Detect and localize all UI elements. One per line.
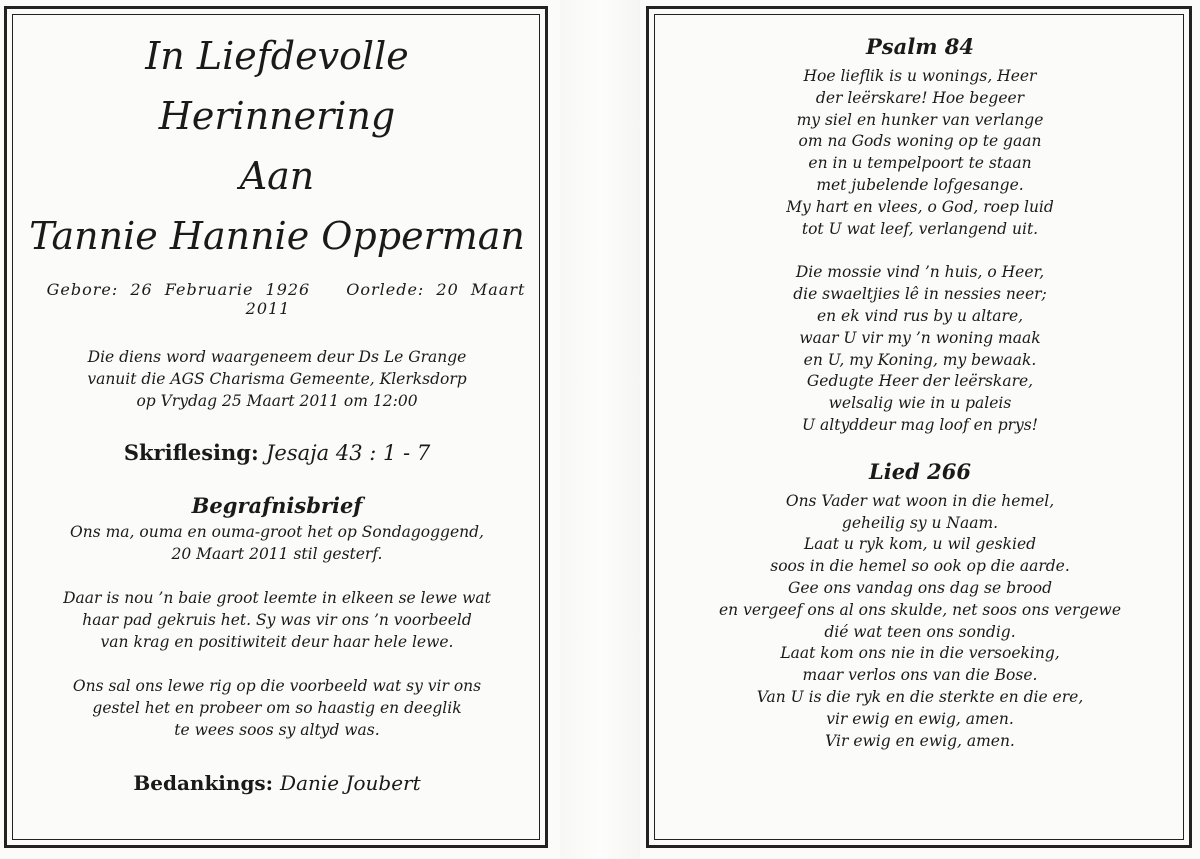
lied-line: geheilig sy u Naam. [841, 513, 999, 532]
died-date: Oorlede: 20 Maart 2011 [245, 280, 526, 318]
psalm-line: my siel en hunker van verlange [796, 110, 1044, 129]
letter-line: Daar is nou ’n baie groot leemte in elkeen se lewe wat [63, 589, 491, 607]
psalm-line: en in u tempelpoort te staan [808, 154, 1032, 173]
lied-line: Laat kom ons nie in die versoeking, [780, 644, 1060, 663]
psalm-line: en ek vind rus by u altare, [816, 306, 1024, 325]
lied-title: Lied 266 [869, 458, 971, 484]
left-page [0, 0, 560, 859]
psalm-stanza-1 [660, 66, 1180, 240]
letter-line: te wees soos sy altyd was. [174, 721, 380, 739]
born-date: Gebore: 26 Februarie 1926 [46, 280, 311, 299]
psalm-title: Psalm 84 [866, 34, 974, 59]
service-line: Die diens word waargeneem deur Ds Le Grange [87, 348, 467, 366]
letter-line: Ons sal ons lewe rig op die voorbeeld wat sy vir ons [72, 677, 482, 695]
psalm-line: U altyddeur mag loof en prys! [802, 415, 1038, 434]
reading-label: Skriflesing: [123, 440, 259, 465]
psalm-line: Gedugte Heer der leërskare, [806, 372, 1034, 391]
title-line-name: Tannie Hannie Opperman [29, 214, 525, 258]
dates-line [24, 280, 530, 318]
service-line: op Vrydag 25 Maart 2011 om 12:00 [136, 392, 418, 410]
right-page [640, 0, 1200, 859]
psalm-line: waar U vir my ’n woning maak [799, 328, 1041, 347]
lied-line: Van U is die ryk en die sterkte en die ere, [756, 687, 1084, 706]
title-line-2: Aan [239, 154, 315, 198]
thanks-line [24, 771, 530, 795]
lied-text [660, 491, 1180, 753]
psalm-stanza-2 [660, 262, 1180, 436]
lied-line: soos in die hemel so ook op die aarde. [770, 557, 1070, 576]
letter-line: Ons ma, ouma en ouma-groot het op Sondagoggend, [70, 523, 484, 541]
thanks-value: Danie Joubert [280, 771, 421, 795]
psalm-line: met jubelende lofgesange. [816, 175, 1024, 194]
right-content [660, 26, 1180, 752]
reading-value: Jesaja 43 : 1 - 7 [266, 441, 431, 465]
reading-line [24, 440, 530, 465]
letter-paragraph-2 [24, 587, 530, 653]
page-gutter [560, 0, 640, 859]
psalm-line: Die mossie vind ’n huis, o Heer, [795, 263, 1045, 282]
service-line: vanuit die AGS Charisma Gemeente, Klerksdorp [87, 370, 467, 388]
letter-paragraph-3 [24, 675, 530, 741]
lied-line: Vir ewig en ewig, amen. [825, 731, 1015, 750]
lied-line: en vergeef ons al ons skulde, net soos ons vergewe [719, 600, 1121, 619]
title-line-1: In Liefdevolle Herinnering [145, 34, 409, 138]
psalm-line: om na Gods woning op te gaan [798, 132, 1042, 151]
service-details [24, 346, 530, 412]
psalm-line: Hoe lieflik is u wonings, Heer [803, 67, 1037, 85]
psalm-line: tot U wat leef, verlangend uit. [801, 219, 1039, 238]
lied-line: vir ewig en ewig, amen. [826, 709, 1014, 728]
letter-line: haar pad gekruis het. Sy was vir ons ’n voorbeeld [82, 611, 472, 629]
letter-paragraph-1 [24, 521, 530, 565]
lied-line: maar verlos ons van die Bose. [802, 666, 1038, 685]
psalm-line: My hart en vlees, o God, roep luid [786, 197, 1054, 216]
thanks-label: Bedankings: [133, 771, 274, 795]
letter-line: van krag en positiwiteit deur haar hele lewe. [100, 633, 454, 651]
lied-line: Ons Vader wat woon in die hemel, [785, 491, 1055, 510]
letter-line: gestel het en probeer om so haastig en deeglik [92, 699, 462, 717]
letter-title: Begrafnisbrief [191, 493, 363, 518]
psalm-line: welsalig wie in u paleis [828, 394, 1012, 413]
letter-line: 20 Maart 2011 stil gesterf. [171, 545, 383, 563]
left-content [24, 26, 530, 795]
lied-line: dié wat teen ons sondig. [824, 622, 1016, 641]
psalm-line: der leërskare! Hoe begeer [815, 88, 1025, 107]
psalm-line: en U, my Koning, my bewaak. [803, 350, 1037, 369]
psalm-line: die swaeltjies lê in nessies neer; [793, 285, 1047, 304]
lied-line: Gee ons vandag ons dag se brood [787, 578, 1053, 597]
lied-line: Laat u ryk kom, u wil geskied [803, 535, 1037, 554]
